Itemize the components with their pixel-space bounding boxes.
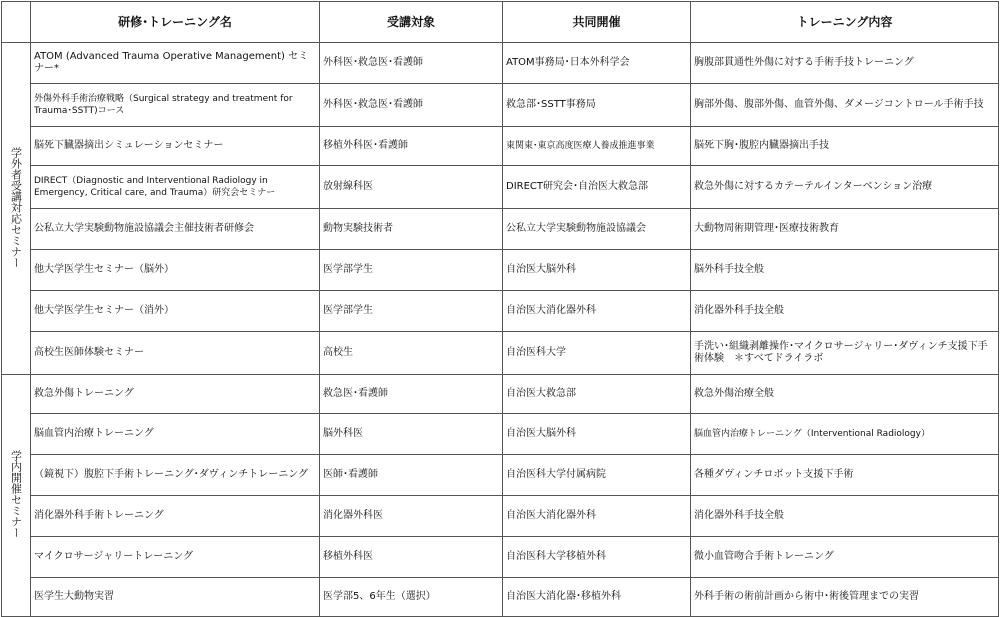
cell-name: 消化器外科手術トレーニング (31, 496, 320, 537)
cell-content: 救急外傷治療全般 (691, 375, 999, 414)
cell-content: 消化器外科手技全般 (691, 496, 999, 537)
table-row (2, 209, 999, 250)
cell-content: 大動物周術期管理･医療技術教育 (691, 209, 999, 250)
cell-name: 外傷外科手術治療戦略（Surgical strategy and treatment for Trauma･SSTT)コース (31, 84, 320, 127)
cell-content: 胸腹部貫通性外傷に対する手術手技トレーニング (691, 43, 999, 84)
cell-target: 医師･看護師 (320, 455, 503, 496)
cell-name: 救急外傷トレーニング (31, 375, 320, 414)
cell-cohost: 自治医科大学移植外科 (503, 537, 691, 578)
cell-content: 微小血管吻合手術トレーニング (691, 537, 999, 578)
header-target: 受講対象 (320, 2, 503, 43)
table-row (2, 578, 999, 617)
header-content: トレーニング内容 (691, 2, 999, 43)
corner-cell (2, 2, 31, 43)
cell-cohost: 救急部･SSTT事務局 (503, 84, 691, 127)
cell-name: 他大学医学生セミナー（消外） (31, 291, 320, 332)
cell-target: 医学部学生 (320, 250, 503, 291)
cell-cohost: DIRECT研究会･自治医大救急部 (503, 166, 691, 209)
cell-target: 消化器外科医 (320, 496, 503, 537)
cell-content: 脳外科手技全般 (691, 250, 999, 291)
cell-target: 移植外科医 (320, 537, 503, 578)
table-row (2, 455, 999, 496)
cell-content: 消化器外科手技全般 (691, 291, 999, 332)
table-row (2, 496, 999, 537)
cell-content: 脳死下胸･腹腔内臓器摘出手技 (691, 127, 999, 166)
cell-cohost: 自治医大救急部 (503, 375, 691, 414)
cell-target: 医学部5、6年生（選択） (320, 578, 503, 617)
cell-name: 脳血管内治療トレーニング (31, 414, 320, 455)
header-cohost: 共同開催 (503, 2, 691, 43)
cell-cohost: ATOM事務局･日本外科学会 (503, 43, 691, 84)
cell-cohost: 東関東･東京高度医療人養成推進事業 (503, 127, 691, 166)
cell-name: ATOM (Advanced Trauma Operative Management) セミナー* (31, 43, 320, 84)
table-row (2, 414, 999, 455)
table-row (2, 127, 999, 166)
header-name: 研修･トレーニング名 (31, 2, 320, 43)
cell-content: 外科手術の術前計画から術中･術後管理までの実習 (691, 578, 999, 617)
cell-content: 脳血管内治療トレーニング（Interventional Radiology） (691, 414, 999, 455)
table-row (2, 84, 999, 127)
cell-target: 外科医･救急医･看護師 (320, 84, 503, 127)
cell-cohost: 自治医大消化器外科 (503, 291, 691, 332)
group-label-internal: 学内開催セミナー (2, 375, 31, 617)
cell-cohost: 自治医科大学 (503, 332, 691, 375)
table-row (2, 250, 999, 291)
cell-content: 各種ダヴィンチロボット支援下手術 (691, 455, 999, 496)
table-row (2, 291, 999, 332)
header-row (2, 2, 999, 43)
cell-content: 胸部外傷、腹部外傷、血管外傷、ダメージコントロール手術手技 (691, 84, 999, 127)
cell-target: 医学部学生 (320, 291, 503, 332)
cell-name: 公私立大学実験動物施設協議会主催技術者研修会 (31, 209, 320, 250)
cell-content: 救急外傷に対するカテーテルインターベンション治療 (691, 166, 999, 209)
cell-target: 動物実験技術者 (320, 209, 503, 250)
table-row (2, 43, 999, 84)
cell-name: （鏡視下）腹腔下手術トレーニング･ダヴィンチトレーニング (31, 455, 320, 496)
cell-target: 救急医･看護師 (320, 375, 503, 414)
cell-cohost: 自治医大消化器･移植外科 (503, 578, 691, 617)
table-row (2, 166, 999, 209)
table-row (2, 537, 999, 578)
table-row (2, 375, 999, 414)
cell-name: 医学生大動物実習 (31, 578, 320, 617)
cell-name: 高校生医師体験セミナー (31, 332, 320, 375)
cell-target: 脳外科医 (320, 414, 503, 455)
cell-cohost: 自治医大脳外科 (503, 250, 691, 291)
cell-cohost: 自治医大消化器外科 (503, 496, 691, 537)
cell-name: 他大学医学生セミナー（脳外） (31, 250, 320, 291)
cell-cohost: 公私立大学実験動物施設協議会 (503, 209, 691, 250)
cell-target: 外科医･救急医･看護師 (320, 43, 503, 84)
cell-name: DIRECT（Diagnostic and Interventional Radiology in Emergency, Critical care, and Trauma）研究会セミナー (31, 166, 320, 209)
training-table (1, 1, 999, 617)
cell-content: 手洗い･組織剥離操作･マイクロサージャリー･ダヴィンチ支援下手術体験 ＊すべてドライラボ (691, 332, 999, 375)
cell-target: 移植外科医･看護師 (320, 127, 503, 166)
cell-name: マイクロサージャリートレーニング (31, 537, 320, 578)
cell-cohost: 自治医大脳外科 (503, 414, 691, 455)
cell-cohost: 自治医科大学付属病院 (503, 455, 691, 496)
cell-target: 高校生 (320, 332, 503, 375)
group-label-external: 学外者受講対応セミナー (2, 43, 31, 375)
table-row (2, 332, 999, 375)
cell-name: 脳死下臓器摘出シミュレーションセミナー (31, 127, 320, 166)
cell-target: 放射線科医 (320, 166, 503, 209)
